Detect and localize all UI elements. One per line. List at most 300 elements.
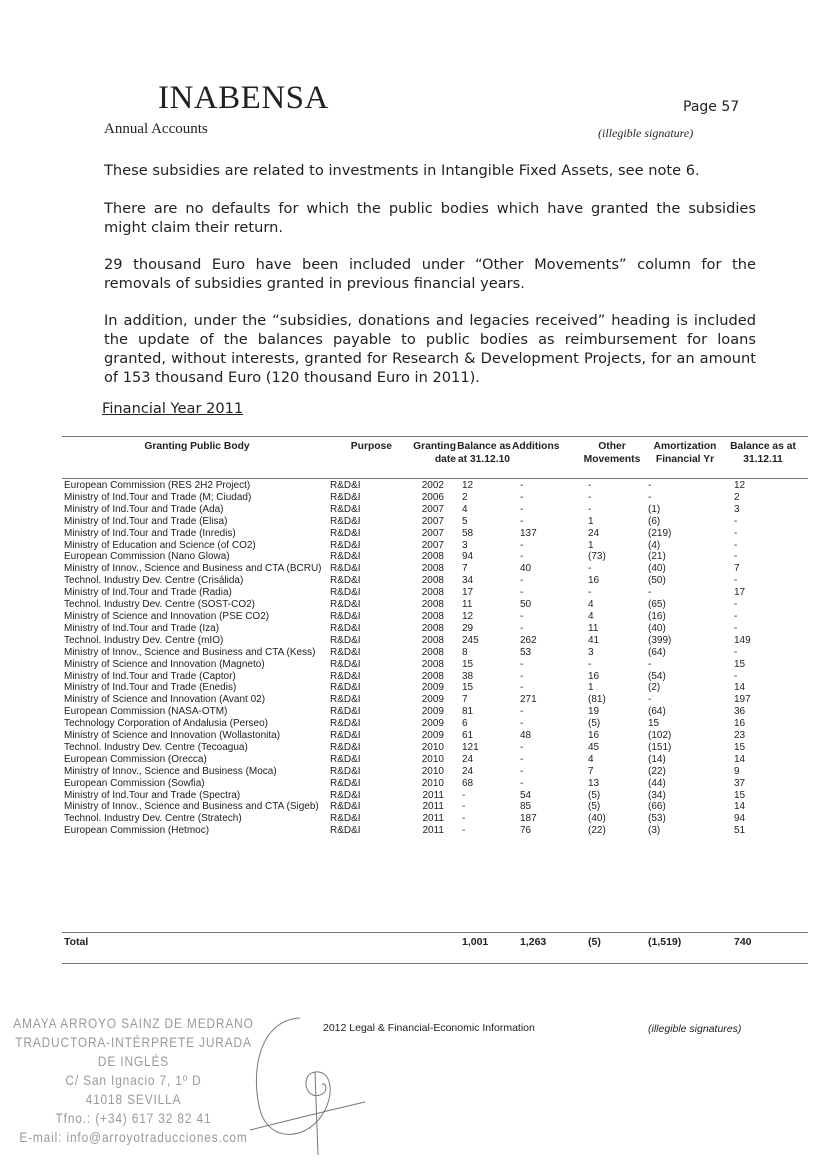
table-cell: Ministry of Science and Innovation (Magneto) [64,658,265,670]
table-row [64,540,798,552]
table-row [64,778,798,790]
table-cell: (6) [648,515,661,527]
table-cell: R&D&I [330,503,361,515]
table-cell: R&D&I [330,801,361,813]
table-cell: 4 [462,503,468,515]
table-cell: - [462,813,466,825]
table-cell: 149 [734,634,751,646]
total-cell: Total [64,936,89,948]
table-cell: (22) [588,825,606,837]
table-cell: (81) [588,694,606,706]
table-cell: R&D&I [330,670,361,682]
table-cell: 3 [588,646,594,658]
table-cell: 15 [462,682,474,694]
table-cell: R&D&I [330,777,361,789]
table-cell: 81 [462,706,474,718]
table-cell: 15 [462,658,474,670]
table-cell: 61 [462,730,474,742]
table-cell: European Commission (RES 2H2 Project) [64,480,251,491]
table-cell: Technol. Industry Dev. Centre (Crisálida) [64,575,244,587]
table-cell: Ministry of Ind.Tour and Trade (Spectra) [64,789,241,801]
table-cell: Ministry of Ind.Tour and Trade (M; Ciudad) [64,491,252,503]
table-cell: 197 [734,694,751,706]
table-cell: - [588,563,592,575]
table-row [64,730,798,742]
table-cell: (66) [648,801,666,813]
table-row [64,492,798,504]
table-cell: Ministry of Innov., Science and Business (Moca) [64,765,277,777]
column-header: Amortization Financial Yr [653,441,717,465]
table-cell: 48 [520,730,532,742]
table-cell: European Commission (Hetmoc) [64,825,210,837]
table-cell: (40) [648,622,666,634]
table-cell: (399) [648,634,672,646]
table-cell: - [648,658,652,670]
table-cell: R&D&I [330,753,361,765]
table-cell: - [734,646,738,658]
table-cell: - [520,706,524,718]
table-cell: R&D&I [330,563,361,575]
table-cell: 2008 [421,575,444,587]
table-cell: (102) [648,730,672,742]
table-cell: 15 [734,658,746,670]
table-row [64,504,798,516]
table-cell: European Commission (Sowfia) [64,777,205,789]
table-cell: (34) [648,789,666,801]
table-cell: R&D&I [330,825,361,837]
table-cell: 1 [588,682,594,694]
footer-text: 2012 Legal & Financial-Economic Information [323,1022,535,1034]
table-row [64,742,798,754]
table-row [64,825,798,837]
table-row [64,623,798,635]
table-cell: 24 [462,765,474,777]
table-cell: R&D&I [330,599,361,611]
table-cell: 5 [462,515,468,527]
table-cell: European Commission (Orecca) [64,753,207,765]
table-cell: - [520,765,524,777]
table-row [64,718,798,730]
table-cell: 7 [462,563,468,575]
table-cell: 14 [734,682,746,694]
table-cell: (21) [648,551,666,563]
paragraph-3: 29 thousand Euro have been included under “Other Movements” column for the removals of subsidies granted in previous financial years. [104,256,756,292]
table-cell: (14) [648,753,666,765]
table-cell: - [520,539,524,551]
table-row [64,551,798,563]
table-top-rule [62,436,808,437]
table-cell: 2008 [421,610,444,622]
table-cell: - [520,515,524,527]
total-cell: 740 [734,936,752,948]
table-cell: Ministry of Ind.Tour and Trade (Elisa) [64,515,228,527]
table-cell: - [520,741,524,753]
table-cell: 2009 [421,694,444,706]
table-cell: - [588,480,592,491]
table-cell: R&D&I [330,480,361,491]
table-cell: 12 [462,480,474,491]
table-cell: - [520,777,524,789]
table-cell: 2 [734,491,740,503]
column-header: Balance as at 31.12.11 [730,441,796,465]
table-cell: Ministry of Innov., Science and Business and CTA (Kess) [64,646,316,658]
table-cell: R&D&I [330,694,361,706]
table-cell: 2002 [421,480,444,491]
table-cell: - [734,551,738,563]
table-cell: 4 [588,599,594,611]
table-cell: - [734,539,738,551]
table-cell: - [734,622,738,634]
table-cell: R&D&I [330,610,361,622]
table-cell: (3) [648,825,661,837]
table-cell: R&D&I [330,491,361,503]
table-cell: R&D&I [330,706,361,718]
table-cell: - [734,527,738,539]
table-cell: 17 [734,587,746,599]
table-cell: (5) [588,718,601,730]
table-cell: R&D&I [330,515,361,527]
table-cell: Technol. Industry Dev. Centre (SOST-CO2) [64,599,255,611]
stamp-line: E-mail: info@arroyotraducciones.com [19,1129,248,1145]
table-cell: (64) [648,706,666,718]
table-cell: - [648,491,652,503]
table-cell: R&D&I [330,634,361,646]
table-cell: 2008 [421,658,444,670]
total-cell: (1,519) [648,936,682,948]
table-cell: - [520,480,524,491]
table-cell: - [520,658,524,670]
table-row [64,766,798,778]
table-cell: 23 [734,730,746,742]
table-row [64,754,798,766]
table-cell: (40) [648,563,666,575]
table-cell: Ministry of Science and Innovation (PSE CO2) [64,610,270,622]
table-cell: - [734,599,738,611]
table-cell: 2008 [421,563,444,575]
table-row [64,635,798,647]
table-cell: Ministry of Innov., Science and Business and CTA (Sigeb) [64,801,319,813]
table-cell: 45 [588,741,600,753]
table-cell: 2011 [422,789,444,801]
table-cell: Technol. Industry Dev. Centre (Tecoagua) [64,741,248,753]
table-cell: 16 [588,730,600,742]
table-cell: 16 [588,575,600,587]
table-cell: - [588,491,592,503]
table-cell: 2008 [421,551,444,563]
table-cell: 2008 [421,634,444,646]
table-cell: 94 [462,551,474,563]
table-cell: 262 [520,634,537,646]
table-cell: Ministry of Science and Innovation (Wollastonita) [64,730,281,742]
table-row [64,801,798,813]
table-cell: 16 [588,670,600,682]
table-cell: Ministry of Ind.Tour and Trade (Ada) [64,503,224,515]
table-cell: (50) [648,575,666,587]
table-cell: 7 [462,694,468,706]
table-cell: 15 [648,718,660,730]
table-cell: (5) [588,801,601,813]
table-cell: - [520,491,524,503]
table-row [64,599,798,611]
table-row [64,611,798,623]
table-cell: 137 [520,527,537,539]
table-cell: R&D&I [330,730,361,742]
table-cell: 11 [462,599,473,611]
table-cell: - [520,551,524,563]
table-cell: - [734,515,738,527]
table-row [64,516,798,528]
table-row [64,480,798,492]
table-cell: 8 [462,646,468,658]
table-cell: Ministry of Innov., Science and Business and CTA (BCRU) [64,563,322,575]
table-cell: 2009 [421,718,444,730]
signature-note: (illegible signature) [598,126,694,140]
table-cell: 4 [588,753,594,765]
section-title: Financial Year 2011 [102,400,244,417]
table-cell: 12 [462,610,474,622]
table-cell: 187 [520,813,537,825]
table-cell: - [734,670,738,682]
table-cell: (53) [648,813,666,825]
table-cell: (54) [648,670,666,682]
table-cell: 14 [734,801,746,813]
table-cell: (4) [648,539,661,551]
table-cell: 4 [588,610,594,622]
table-cell: - [520,670,524,682]
table-cell: (151) [648,741,672,753]
table-cell: 2008 [421,587,444,599]
table-cell: 2009 [421,706,444,718]
table-cell: 6 [462,718,468,730]
table-cell: 54 [520,789,532,801]
table-cell: Ministry of Education and Science (of CO2) [64,539,256,551]
table-cell: 19 [588,706,600,718]
total-bottom-rule [62,963,808,964]
table-row [64,647,798,659]
table-cell: 15 [734,741,746,753]
table-cell: - [520,682,524,694]
document-subtitle: Annual Accounts [104,121,208,137]
table-cell: 2009 [421,682,444,694]
stamp-line: TRADUCTORA-INTÉRPRETE JURADA DE INGLÉS [15,1034,252,1069]
table-cell: 2007 [421,515,444,527]
table-row [64,671,798,683]
table-cell: 36 [734,706,746,718]
table-cell: (22) [648,765,666,777]
column-header: Additions [512,441,560,452]
table-cell: European Commission (Nano Glowa) [64,551,230,563]
column-header: Granting date [413,441,456,465]
table-cell: 37 [734,777,746,789]
table-cell: - [520,622,524,634]
total-row [64,937,798,949]
table-cell: R&D&I [330,765,361,777]
table-cell: 40 [520,563,532,575]
table-cell: 24 [588,527,600,539]
table-cell: - [520,610,524,622]
table-row [64,659,798,671]
column-header: Purpose [350,441,392,452]
table-cell: R&D&I [330,551,361,563]
total-cell [330,937,404,949]
table-cell: 51 [734,825,746,837]
table-cell: (73) [588,551,606,563]
table-cell: 53 [520,646,532,658]
table-row [64,694,798,706]
table-cell: Technol. Industry Dev. Centre (Stratech) [64,813,242,825]
table-cell: - [734,575,738,587]
table-cell: European Commission (NASA-OTM) [64,706,228,718]
table-cell: 2007 [421,539,444,551]
table-cell: 41 [588,634,600,646]
translator-stamp [6,1014,261,1147]
paragraph-4: In addition, under the “subsidies, donations and legacies received” heading is included the update of the balances payable to public bodies as reimbursement for loans granted, without interests, granted for Research & Development Projects, for an amount of 153 thousand Euro (120 thousand Euro in 2011). [104,312,756,386]
table-cell: 7 [588,765,594,777]
paragraph-2: There are no defaults for which the public bodies which have granted the subsidies might claim their return. [104,200,756,236]
table-row [64,587,798,599]
table-cell: 29 [462,622,474,634]
table-cell: 2006 [421,491,444,503]
total-cell: 1,001 [462,936,489,948]
table-cell: - [520,753,524,765]
table-cell: - [520,575,524,587]
table-cell: - [520,587,524,599]
table-cell: 2010 [421,765,444,777]
table-cell: 9 [734,765,740,777]
total-cell [404,937,456,949]
table-cell: 2008 [421,599,444,611]
table-cell: (219) [648,527,672,539]
table-cell: 2008 [421,646,444,658]
table-cell: 245 [462,634,479,646]
table-cell: 2009 [421,730,444,742]
total-cell: (5) [588,936,601,948]
table-header-row [64,440,798,480]
subsidies-table [64,440,798,837]
table-cell: 121 [462,741,479,753]
table-row [64,682,798,694]
table-cell: R&D&I [330,527,361,539]
table-cell: R&D&I [330,658,361,670]
table-cell: R&D&I [330,539,361,551]
table-row [64,706,798,718]
table-cell: - [588,658,592,670]
table-cell: - [648,480,652,491]
table-cell: - [462,801,466,813]
column-header: Granting Public Body [144,441,250,452]
total-top-rule [62,932,808,933]
paragraph-1: These subsidies are related to investments in Intangible Fixed Assets, see note 6. [104,162,700,179]
stamp-line: Tfno.: (+34) 617 32 82 41 [55,1110,212,1126]
table-cell: - [588,587,592,599]
table-cell: R&D&I [330,813,361,825]
table-cell: (44) [648,777,666,789]
table-cell: R&D&I [330,718,361,730]
table-cell: Ministry of Ind.Tour and Trade (Enedis) [64,682,237,694]
table-cell: (2) [648,682,661,694]
table-cell: Ministry of Ind.Tour and Trade (Captor) [64,670,236,682]
table-cell: R&D&I [330,682,361,694]
table-cell: - [588,503,592,515]
total-cell: 1,263 [520,936,547,948]
table-cell: R&D&I [330,741,361,753]
table-cell: 11 [588,622,599,634]
table-cell: - [520,503,524,515]
table-cell: 94 [734,813,746,825]
column-header: Other Movements [583,441,641,465]
footer-signatures-note: (illegible signatures) [648,1023,742,1035]
table-cell: 13 [588,777,600,789]
table-cell: Technology Corporation of Andalusia (Perseo) [64,718,269,730]
table-cell: 15 [734,789,746,801]
table-cell: 2007 [421,527,444,539]
table-cell: 1 [588,539,594,551]
table-cell: 2007 [421,503,444,515]
table-cell: 2010 [421,741,444,753]
table-cell: 2011 [422,825,444,837]
table-cell: 2011 [422,801,444,813]
table-cell: - [734,610,738,622]
table-row [64,790,798,802]
table-cell: 68 [462,777,474,789]
table-cell: 50 [520,599,532,611]
page-number: Page 57 [683,99,740,115]
table-cell: 1 [588,515,594,527]
table-cell: 76 [520,825,532,837]
table-cell: 16 [734,718,746,730]
table-cell: R&D&I [330,575,361,587]
table-cell: - [648,694,652,706]
table-cell: 14 [734,753,746,765]
table-cell: 7 [734,563,740,575]
table-cell: 24 [462,753,474,765]
table-cell: - [462,789,466,801]
stamp-line: 41018 SEVILLA [85,1091,182,1107]
table-cell: 2 [462,491,468,503]
table-cell: R&D&I [330,587,361,599]
table-cell: Ministry of Ind.Tour and Trade (Inredis) [64,527,236,539]
table-cell: Ministry of Ind.Tour and Trade (Iza) [64,622,220,634]
table-cell: (5) [588,789,601,801]
table-cell: (1) [648,503,661,515]
table-cell: 2010 [421,753,444,765]
table-cell: 271 [520,694,537,706]
table-cell: 2011 [422,813,444,825]
table-row [64,575,798,587]
table-cell: 38 [462,670,474,682]
table-cell: Ministry of Science and Innovation (Avant 02) [64,694,266,706]
table-cell: 17 [462,587,474,599]
table-cell: - [462,825,466,837]
table-cell: Technol. Industry Dev. Centre (mIO) [64,634,224,646]
table-cell: 2008 [421,670,444,682]
stamp-line: C/ San Ignacio 7, 1º D [65,1072,202,1088]
total-table [64,937,798,949]
table-cell: (16) [648,610,666,622]
table-cell: R&D&I [330,646,361,658]
table-cell: 34 [462,575,474,587]
table-cell: (64) [648,646,666,658]
table-cell: 2010 [421,777,444,789]
table-cell: 2008 [421,622,444,634]
column-header: Balance as at 31.12.10 [457,441,511,465]
table-cell: 3 [462,539,468,551]
table-cell: R&D&I [330,789,361,801]
table-cell: 85 [520,801,532,813]
table-cell: - [648,587,652,599]
table-cell: 58 [462,527,474,539]
table-row [64,813,798,825]
